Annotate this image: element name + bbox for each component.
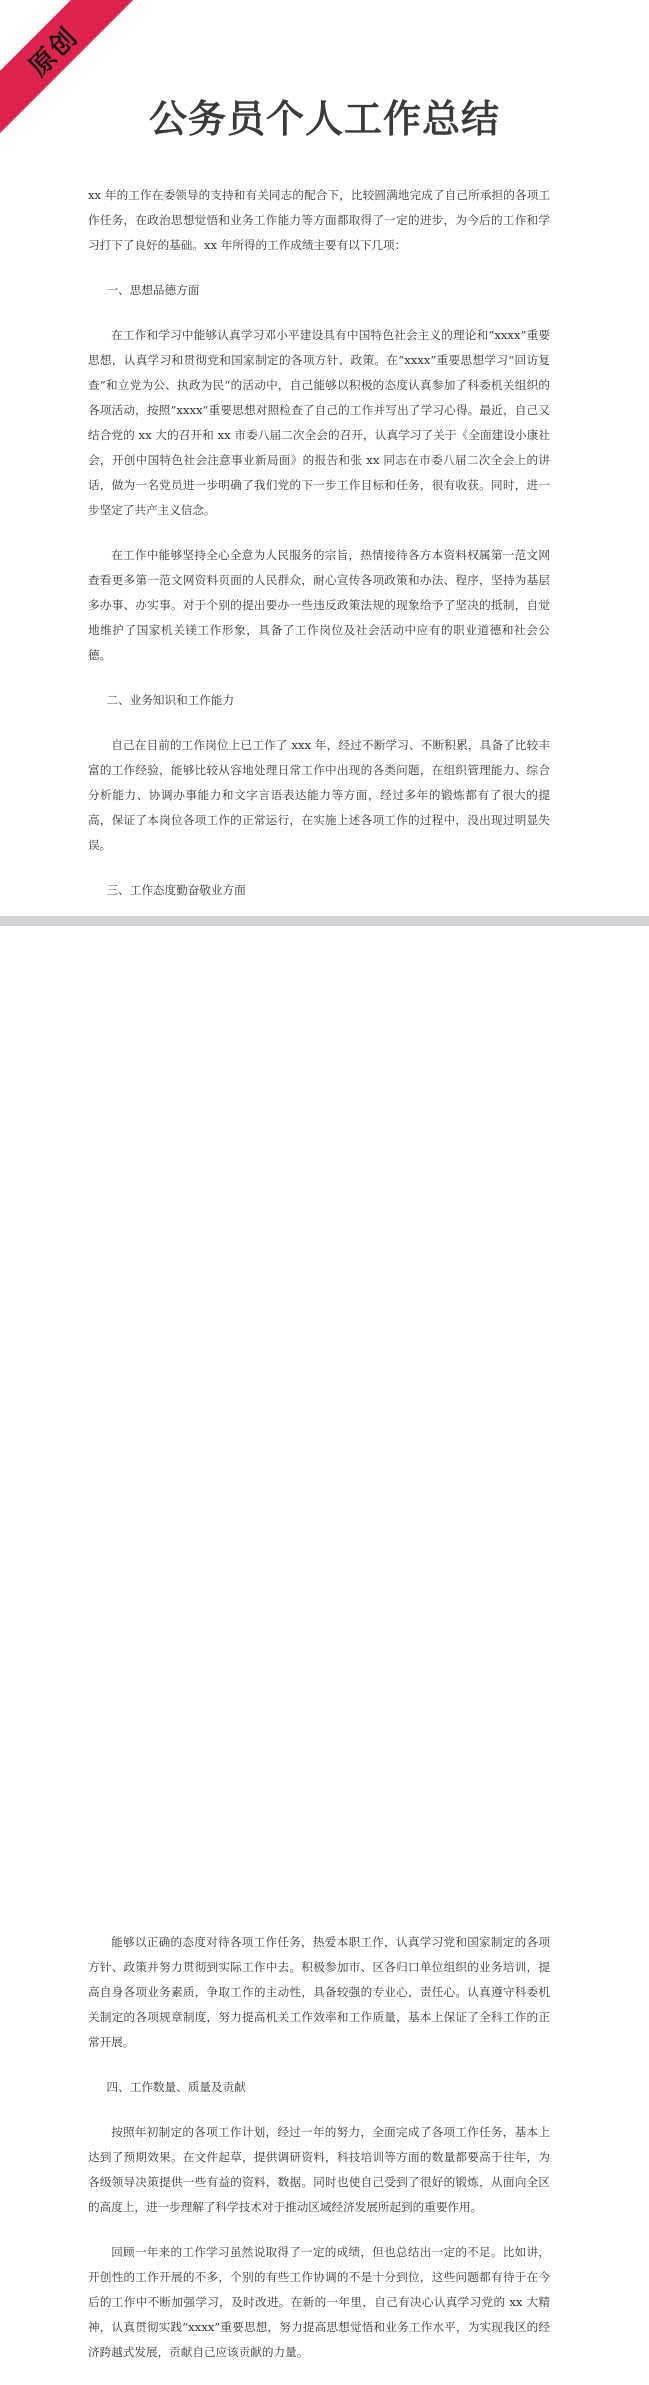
page-separator	[0, 916, 649, 926]
body-paragraph: 在工作中能够坚持全心全意为人民服务的宗旨，热情接待各方本资料权属第一范文网查看更多第一范文网资料页面的人民群众，耐心宣传各项政策和办法、程序，坚持为基层多办事、办实事。对于个别的提出要办一些违反政策法规的现象给予了坚决的抵制，自觉地维护了国家机关镁工作形象，具备了工作岗位及社会活动中应有的职业道德和社会公德。	[88, 548, 550, 662]
page-1-body	[88, 183, 550, 923]
original-badge-label: 原创	[23, 21, 85, 83]
body-paragraph: xx 年的工作在委领导的支持和有关同志的配合下，比较圆满地完成了自己所承担的各项工作任务，在政治思想觉悟和业务工作能力等方面都取得了一定的进步，为今后的工作和学习打下了良好的基础。xx 年所得的工作成绩主要有以下几项：	[88, 188, 550, 252]
document-page-1	[0, 0, 649, 916]
body-paragraph: 按照年初制定的各项工作计划，经过一年的努力，全面完成了各项工作任务，基本上达到了预期效果。在文件起草，提供调研资料，科技培训等方面的数量都要高于往年，为各级领导决策提供一些有益的资料，数据。同时也使自己受到了很好的锻炼，从面向全区的高度上，进一步理解了科学技术对于推动区域经济发展所起到的重要作用。	[88, 2125, 550, 2214]
page-2-body	[88, 1930, 550, 2385]
document-page-2	[0, 926, 649, 2359]
document-title: 公务员个人工作总结	[148, 97, 500, 141]
section-heading: 一、思想品德方面	[106, 283, 200, 297]
body-paragraph: 自己在目前的工作岗位上已工作了 xxx 年，经过不断学习、不断积累，具备了比较丰富的工作经验，能够比较从容地处理日常工作中出现的各类问题，在组织管理能力、综合分析能力、协调办事能力和文字言语表达能力等方面，经过多年的锻炼都有了很大的提高，保证了本岗位各项工作的正常运行，在实施上述各项工作的过程中，没出现过明显失误。	[88, 738, 550, 852]
section-heading: 三、工作态度勤奋敬业方面	[106, 883, 246, 897]
body-paragraph: 在工作和学习中能够认真学习邓小平建设具有中国特色社会主义的理论和“xxxx”重要思想，认真学习和贯彻党和国家制定的各项方针、政策。在“xxxx”重要思想学习“回访复查”和立党为公、执政为民“的活动中，自己能够以积极的态度认真参加了科委机关组织的各项活动，按照”xxxx“重要思想对照检查了自己的工作并写出了学习心得。最近，自己又结合党的 xx 大的召开和 xx 市委八届二次全会的召开，认真学习了关于《全面建设小康社会，开创中国特色社会注意事业新局面》的报告和张 xx 同志在市委八届二次全会上的讲话，做为一名党员进一步明确了我们党的下一步工作目标和任务，很有收获。同时，进一步坚定了共产主义信念。	[88, 328, 550, 517]
section-heading: 二、业务知识和工作能力	[106, 693, 235, 707]
section-heading: 四、工作数量、质量及贡献	[106, 2080, 246, 2094]
body-paragraph: 能够以正确的态度对待各项工作任务，热爱本职工作，认真学习党和国家制定的各项方针、政策并努力贯彻到实际工作中去。积极参加市、区各归口单位组织的业务培训，提高自身各项业务素质，争取工作的主动性，具备较强的专业心，责任心。认真遵守科委机关制定的各项规章制度，努力提高机关工作效率和工作质量，基本上保证了全科工作的正常开展。	[88, 1935, 550, 2049]
body-paragraph: 回顾一年来的工作学习虽然说取得了一定的成绩，但也总结出一定的不足。比如讲，开创性的工作开展的不多，个别的有些工作协调的不是十分到位，这些问题都有待于在今后的工作中不断加强学习，及时改进。在新的一年里，自己有决心认真学习党的 xx 大精神，认真贯彻实践“xxxx”重要思想，努力提高思想觉悟和业务工作水平，为实现我区的经济跨越式发展，贡献自己应该贡献的力量。	[88, 2245, 550, 2359]
